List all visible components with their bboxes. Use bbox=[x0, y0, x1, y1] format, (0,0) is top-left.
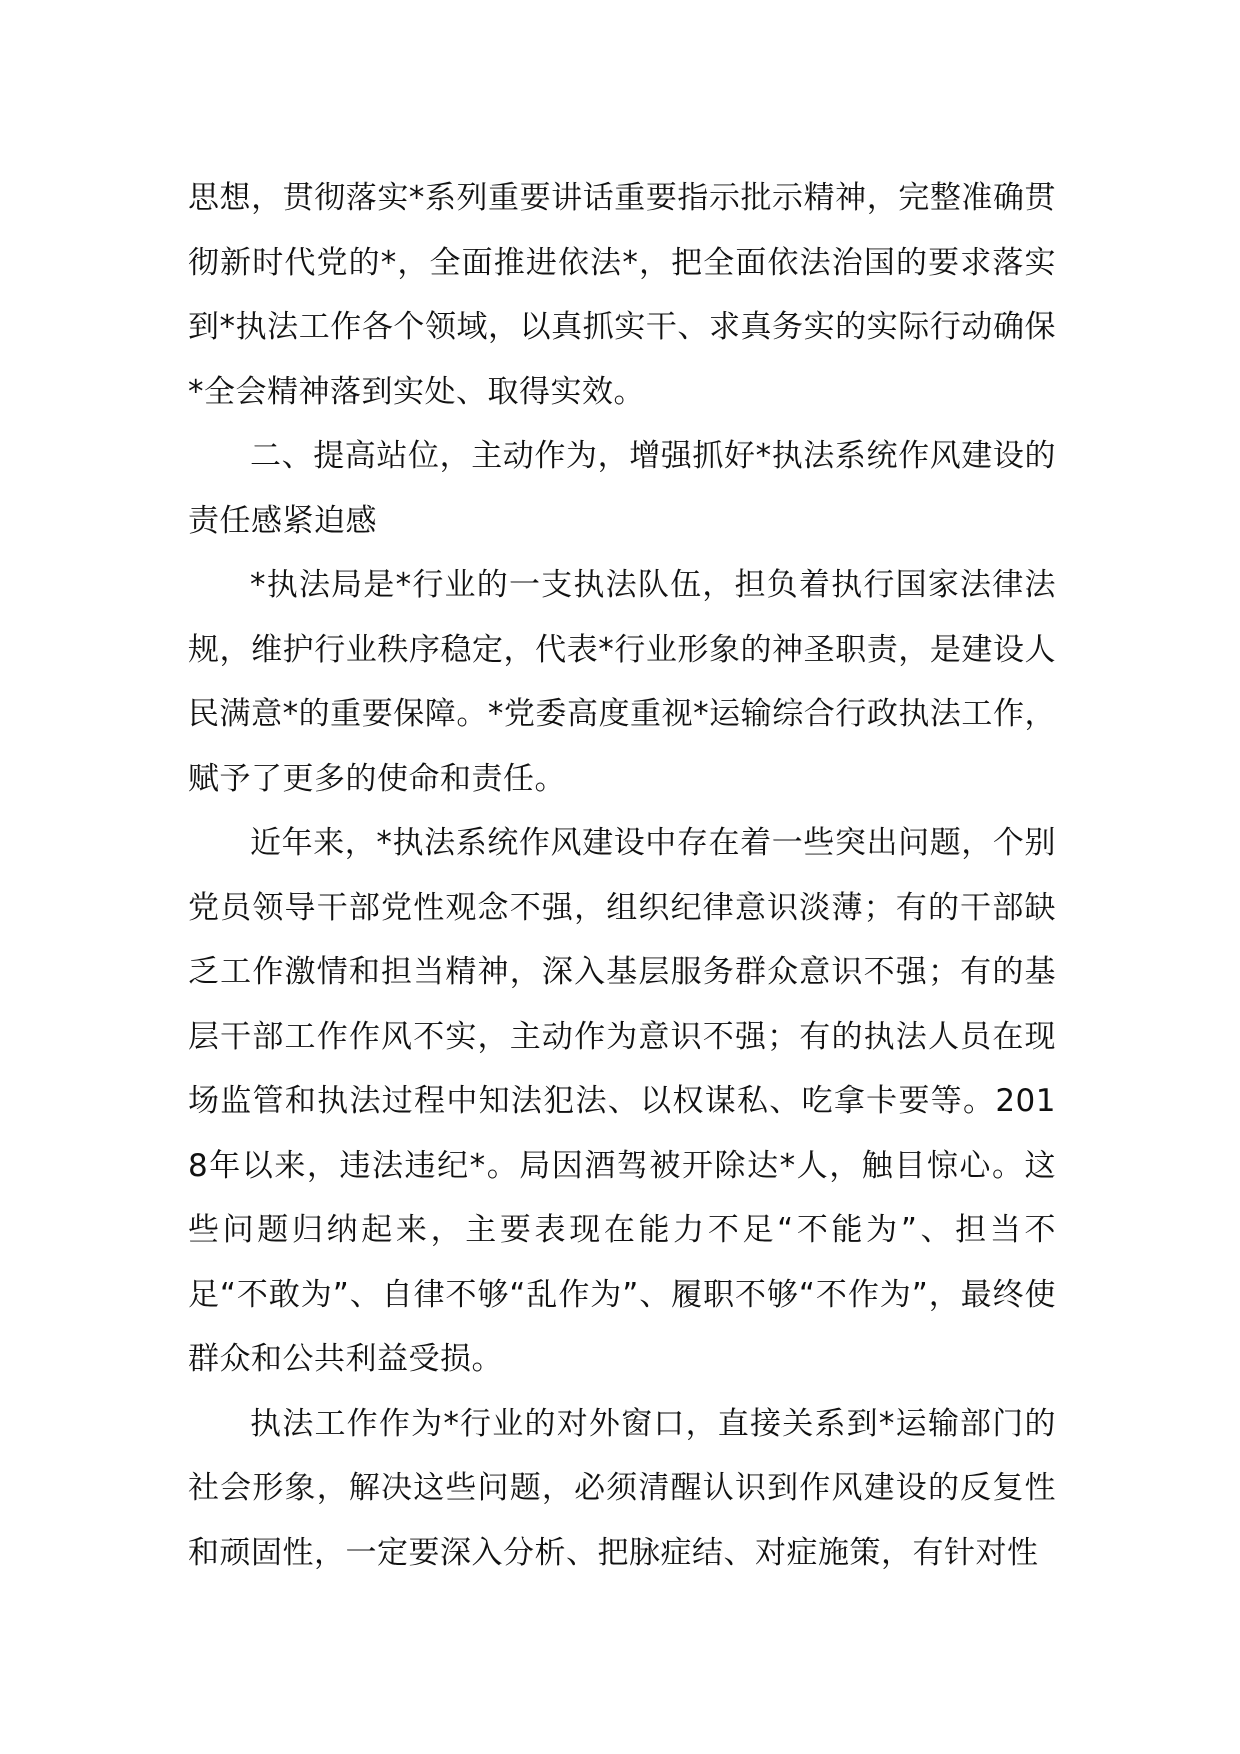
section-heading-two: 二、提高站位，主动作为，增强抓好*执法系统作风建设的责任感紧迫感 bbox=[188, 438, 1056, 539]
paragraph-external-window: 执法工作作为*行业的对外窗口，直接关系到*运输部门的社会形象，解决这些问题，必须清醒认识到作风建设的反复性和顽固性，一定要深入分析、把脉症结、对症施策，有针对性 bbox=[188, 1405, 1056, 1571]
paragraph-recent-problems: 近年来，*执法系统作风建设中存在着一些突出问题，个别党员领导干部党性观念不强，组织纪律意识淡薄；有的干部缺乏工作激情和担当精神，深入基层服务群众意识不强；有的基层干部工作作风不实，主动作为意识不强；有的执法人员在现场监管和执法过程中知法犯法、以权谋私、吃拿卡要等。2018年以来，违法违纪*。局因酒驾被开除达*人，触目惊心。这些问题归纳起来，主要表现在能力不足“不能为”、担当不足“不敢为”、自律不够“乱作为”、履职不够“不作为”，最终使群众和公共利益受损。 bbox=[188, 825, 1056, 1377]
paragraph-enforcement-bureau: *执法局是*行业的一支执法队伍，担负着执行国家法律法规，维护行业秩序稳定，代表*行业形象的神圣职责，是建设人民满意*的重要保障。*党委高度重视*运输综合行政执法工作，赋予了更多的使命和责任。 bbox=[188, 567, 1056, 797]
document-body bbox=[188, 166, 1056, 1585]
paragraph-continuation: 思想，贯彻落实*系列重要讲话重要指示批示精神，完整准确贯彻新时代党的*，全面推进依法*，把全面依法治国的要求落实到*执法工作各个领域，以真抓实干、求真务实的实际行动确保*全会精神落到实处、取得实效。 bbox=[188, 180, 1056, 410]
